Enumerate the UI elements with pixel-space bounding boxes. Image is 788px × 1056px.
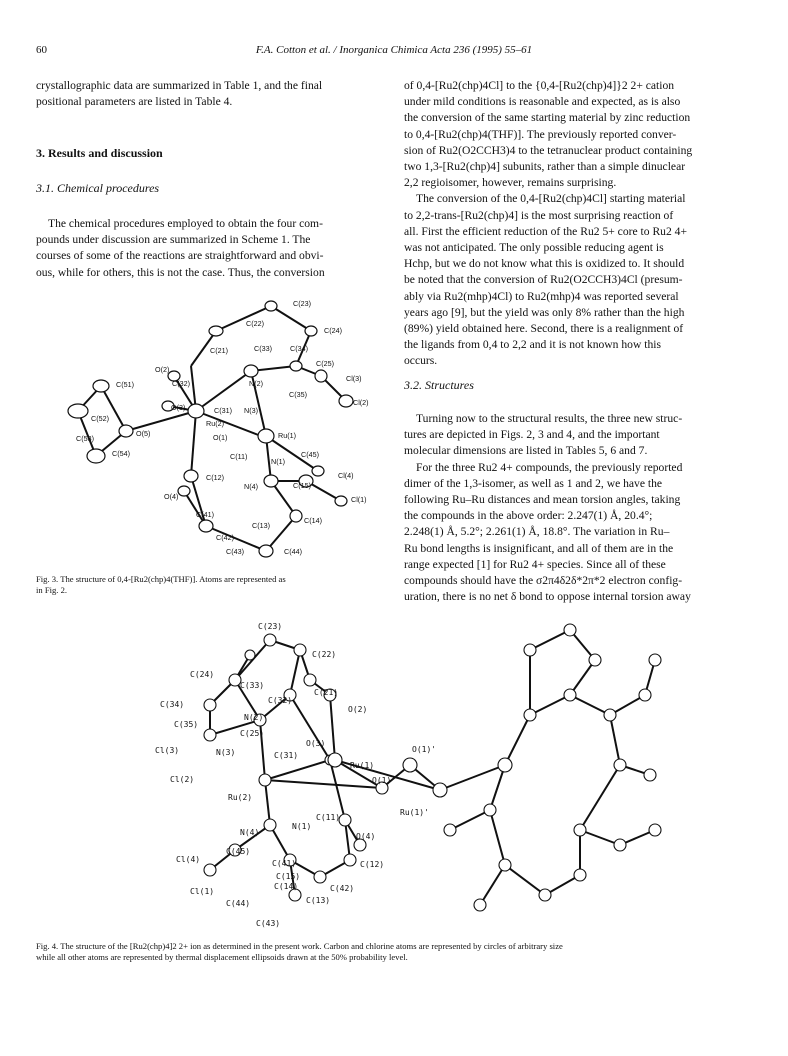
atom-label: Cl(2) — [170, 775, 195, 784]
atom-label: C(22) — [312, 650, 337, 659]
atom-label: C(31) — [214, 406, 232, 415]
atom-label: C(13) — [252, 521, 270, 530]
atom-label: C(12) — [360, 860, 385, 869]
text-line: Turning now to the structural results, the three new struc- — [416, 412, 683, 425]
atom-label: C(23) — [293, 299, 311, 308]
atom-label: Cl(1) — [351, 495, 367, 504]
caption-line: Fig. 4. The structure of the [Ru2(chp)4]2 2+ ion as determined in the present work. Carbon and chlorine atoms are represented by circles of arbitrary size — [36, 941, 563, 951]
atom-label: C(11) — [316, 813, 341, 822]
text-line: the ligands from 0,4 to 2,2 and it is not known how this — [404, 338, 661, 352]
text-line: The conversion of the 0,4-[Ru2(chp)4Cl] starting material — [416, 192, 686, 206]
text-line: to 0,4-[Ru2(chp)4(THF)]. The previously reported conver- — [404, 127, 677, 141]
atom-label: C(23) — [258, 622, 283, 631]
atom-label: C(31) — [274, 751, 299, 760]
atom-label: N(2) — [249, 379, 263, 388]
atom-label: Ru(1)' — [400, 808, 429, 817]
atom-label: C(13) — [306, 896, 331, 905]
caption-line: while all other atoms are represented by thermal displacement ellipsoids drawn at the 50% probability level. — [36, 952, 408, 962]
atom-label: C(22) — [246, 319, 264, 328]
text-line: sion of Ru2(O2CCH3)4 to the tetranuclear product containing — [404, 143, 693, 157]
para-line: pounds under discussion are summarized in Scheme 1. The — [36, 233, 311, 247]
atom-label: C(24) — [324, 326, 342, 335]
atom-label: Cl(1) — [190, 887, 215, 896]
atom-label: C(53) — [76, 434, 94, 443]
atom-label: C(34) — [160, 700, 185, 709]
atom-label: C(45) — [226, 847, 251, 856]
atom-label: Ru(2) — [206, 419, 224, 428]
atom-label: C(42) — [216, 533, 234, 542]
text-line: Ru bond lengths is insignificant, and all of them are in the — [404, 541, 674, 555]
atom-label: C(51) — [116, 380, 134, 389]
caption-line: Fig. 3. The structure of 0,4-[Ru2(chp)4(THF)]. Atoms are represented as — [36, 574, 286, 584]
running-head: F.A. Cotton et al. / Inorganica Chimica Acta 236 (1995) 55–61 — [255, 44, 533, 56]
subsection-heading: 3.1. Chemical procedures — [36, 181, 160, 195]
para-line: The chemical procedures employed to obtain the four com- — [48, 217, 323, 230]
atom-label: O(2) — [155, 365, 170, 374]
atom-label: C(33) — [240, 681, 265, 690]
text-line: under mild conditions is reasonable and expected, as is also — [404, 95, 681, 109]
atom-label: C(12) — [206, 473, 224, 482]
text-line: 2.248(1) Å, 5.2°; 2.261(1) Å, 18.8°. The variation in Ru– — [404, 525, 670, 539]
atom-label: C(54) — [112, 449, 130, 458]
atom-label: O(5) — [136, 429, 151, 438]
atom-label: Cl(4) — [338, 471, 354, 480]
text-line: compounds should have the σ2π4δ2δ*2π*2 electron config- — [404, 574, 683, 588]
text-line: be noted that the conversion of Ru2(O2CCH3)4Cl (presum- — [404, 273, 683, 287]
atom-label: O(3) — [171, 403, 186, 412]
text-line: occurs. — [404, 354, 438, 368]
atom-label: C(11) — [230, 452, 248, 461]
subsection-heading: 3.2. Structures — [404, 378, 474, 392]
atom-label: Cl(2) — [353, 398, 369, 407]
atom-label: N(4) — [244, 482, 258, 491]
atom-label: N(4) — [240, 828, 260, 837]
atom-label: O(2) — [348, 705, 368, 714]
atom-label: C(21) — [314, 688, 339, 697]
atom-label: C(41) — [272, 859, 297, 868]
section-heading: 3. Results and discussion — [36, 146, 163, 160]
atom-label: C(14) — [274, 882, 299, 891]
atom-label: C(52) — [91, 414, 109, 423]
para-line: ous, while for others, this is not the case. Thus, the conversion — [36, 265, 325, 279]
text-line: of 0,4-[Ru2(chp)4Cl] to the {0,4-[Ru2(chp)4]}2 2+ cation — [404, 79, 675, 92]
text-line: two 1,3-[Ru2(chp)4] subunits, rather than a simple dinuclear — [404, 160, 686, 174]
atom-label: C(43) — [256, 919, 281, 928]
para-line: courses of some of the reactions are straightforward and obvi- — [36, 249, 324, 263]
right-column-text-2 — [404, 411, 754, 605]
atom-label: N(3) — [216, 748, 236, 757]
text-line: ably via Ru2(mhp)4Cl) to Ru2(mhp)4 was reported several — [404, 289, 679, 303]
atom-label: C(42) — [330, 884, 355, 893]
atom-label: O(1)' — [412, 745, 437, 754]
text-line: years ago [9], but the yield was only 8% rather than the high — [404, 305, 685, 319]
atom-label: Ru(1) — [350, 761, 375, 770]
right-column-text — [404, 78, 754, 370]
atom-label: C(25) — [316, 359, 334, 368]
fig3-structure-diagram — [56, 296, 386, 576]
atom-label: C(35) — [289, 390, 307, 399]
intro-line: positional parameters are listed in Table 4. — [36, 95, 233, 109]
text-line: following Ru–Ru distances and mean torsion angles, taking — [404, 493, 681, 507]
atom-label: C(45) — [301, 450, 319, 459]
text-line: (89%) yield obtained here. Second, there is a realignment of — [404, 322, 684, 336]
atom-label: O(1) — [213, 433, 228, 442]
fig4-structure-diagram — [150, 615, 670, 935]
atom-label: C(33) — [254, 344, 272, 353]
caption-line: in Fig. 2. — [36, 585, 68, 595]
fig3-caption — [36, 574, 388, 596]
text-line: range expected [1] for Ru2 4+ species. Since all of these — [404, 557, 666, 571]
text-line: dimer of the 1,3-isomer, as well as 1 and 2, we have the — [404, 476, 663, 490]
text-line: For the three Ru2 4+ compounds, the previously reported — [416, 460, 683, 474]
atom-label: Cl(3) — [346, 374, 362, 383]
atom-label: N(1) — [271, 457, 285, 466]
atom-label: C(34) — [290, 344, 308, 353]
atom-label: N(2) — [244, 713, 264, 722]
atom-label: C(25) — [240, 729, 265, 738]
text-line: Hchp, but we do not know what this is oxidized to. It should — [404, 257, 685, 271]
atom-label: C(21) — [210, 346, 228, 355]
atom-label: O(4) — [356, 832, 376, 841]
atom-label: N(1) — [292, 822, 312, 831]
atom-label: Cl(3) — [155, 746, 180, 755]
atom-label: C(44) — [284, 547, 302, 556]
atom-label: C(14) — [304, 516, 322, 525]
atom-label: Ru(2) — [228, 793, 253, 802]
text-line: was not anticipated. The only possible reducing agent is — [404, 241, 664, 255]
text-line: the compounds in the above order: 2.247(1) Å, 20.4°; — [404, 509, 653, 523]
text-line: to 2,2-trans-[Ru2(chp)4] is the most surprising reaction of — [404, 208, 674, 222]
atom-label: C(43) — [226, 547, 244, 556]
atom-label: C(32) — [268, 696, 293, 705]
atom-label: C(44) — [226, 899, 251, 908]
page-number: 60 — [36, 44, 47, 56]
atom-label: O(1) — [372, 776, 392, 785]
atom-label: C(24) — [190, 670, 215, 679]
atom-label: Cl(4) — [176, 855, 201, 864]
atom-label: Ru(1) — [278, 431, 296, 440]
intro-line: crystallographic data are summarized in Table 1, and the final — [36, 79, 323, 92]
atom-label: C(32) — [172, 379, 190, 388]
text-line: 2,2 regioisomer, however, remains surprising. — [404, 176, 617, 190]
atom-label: O(4) — [164, 492, 179, 501]
atom-label: C(35) — [174, 720, 199, 729]
atom-label: N(3) — [244, 406, 258, 415]
text-line: tures are depicted in Figs. 2, 3 and 4, and the important — [404, 428, 660, 442]
atom-label: C(41) — [196, 510, 214, 519]
atom-label: C(15) — [276, 872, 301, 881]
text-line: molecular dimensions are listed in Tables 5, 6 and 7. — [404, 444, 648, 458]
text-line: the conversion of the same starting material by zinc reduction — [404, 111, 691, 125]
fig4-caption — [36, 941, 752, 963]
atom-label: O(3) — [306, 739, 326, 748]
atom-label: C(15) — [293, 481, 311, 490]
text-line: all. First the efficient reduction of the Ru2 5+ core to Ru2 4+ — [404, 224, 687, 238]
left-paragraph — [36, 216, 386, 281]
text-line: uration, there is no net δ bond to oppose internal torsion away — [404, 590, 691, 604]
left-intro — [36, 78, 386, 110]
